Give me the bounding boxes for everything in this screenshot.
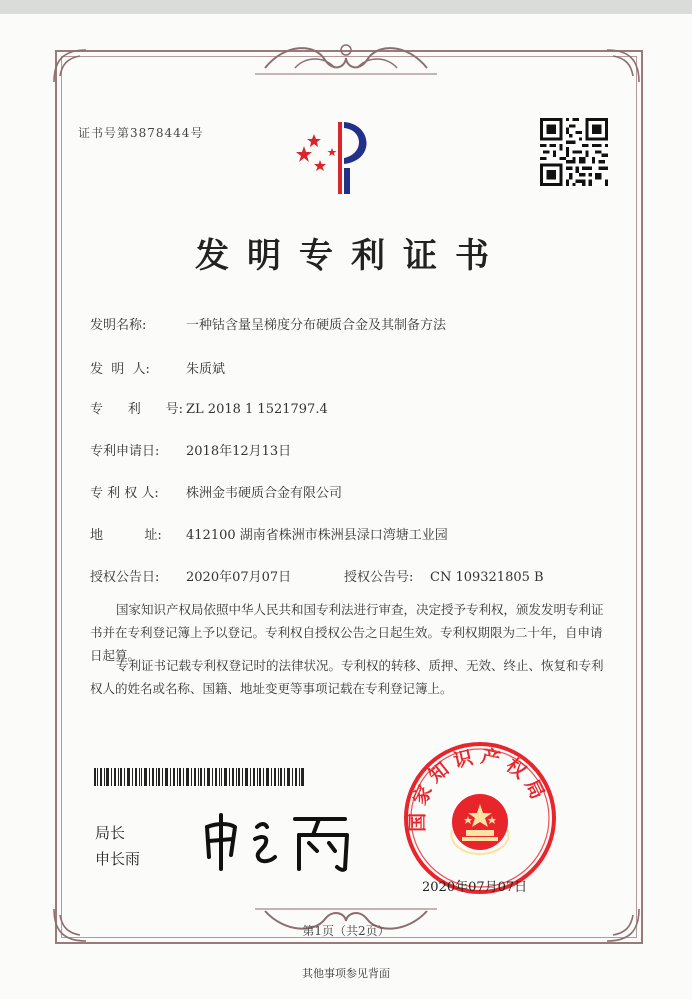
patent-number-label: 专 利 号:: [90, 402, 183, 417]
filing-date-label: 专利申请日:: [90, 444, 160, 459]
grant-date-value: 2020年07月07日: [186, 570, 292, 585]
page-number: 第1页（共2页）: [302, 924, 390, 938]
grant-number-label: 授权公告号:: [344, 570, 414, 585]
inventor-label: 发 明 人:: [90, 362, 150, 377]
corner-ornament-top-right: [603, 46, 643, 86]
address-value: 412100 湖南省株洲市株洲县渌口湾塘工业园: [186, 528, 448, 543]
legal-paragraph-2: 专利证书记载专利权登记时的法律状况。专利权的转移、质押、无效、终止、恢复和专利权人的姓名或名称、国籍、地址变更等事项记载在专利登记簿上。: [90, 658, 604, 696]
certificate-title: 发明专利证书: [195, 236, 507, 276]
patent-office-logo: [292, 112, 382, 202]
top-edge-strip: [0, 0, 692, 14]
filing-date-row: [90, 440, 291, 459]
director-name: 申长雨: [95, 850, 141, 868]
patentee-row: [90, 482, 342, 501]
handwritten-signature: [195, 805, 365, 875]
footer-note: 其他事项参见背面: [302, 967, 390, 980]
invention-name-row: [90, 314, 446, 333]
inventor-value: 朱质斌: [186, 362, 226, 377]
patentee-value: 株洲金韦硬质合金有限公司: [186, 486, 343, 501]
legal-paragraph-1: 国家知识产权局依照中华人民共和国专利法进行审查，决定授予专利权，颁发发明专利证书并在专利登记簿上予以登记。专利权自授权公告之日起生效。专利权期限为二十年，自申请日起算。: [90, 602, 604, 663]
patent-number-value: ZL 2018 1 1521797.4: [186, 402, 328, 417]
invention-name-label: 发明名称:: [90, 318, 147, 333]
grant-date-label: 授权公告日:: [90, 570, 160, 585]
certificate-number: 证书号第3878444号: [78, 126, 204, 140]
filing-date-value: 2018年12月13日: [186, 444, 292, 459]
patentee-label: 专 利 权 人:: [90, 486, 159, 501]
qr-code: [540, 118, 608, 186]
address-label: 地 址:: [90, 528, 162, 543]
svg-text:国家知识产权局: 国家知识产权局: [406, 745, 552, 832]
invention-name-value: 一种钴含量呈梯度分布硬质合金及其制备方法: [186, 318, 447, 333]
top-ornament: [255, 38, 437, 82]
barcode: [94, 768, 304, 786]
patent-number-row: [90, 398, 328, 417]
official-seal: [402, 740, 558, 896]
inventor-row: [90, 358, 225, 377]
seal-date: 2020年07月07日: [422, 880, 528, 895]
grant-number-value: CN 109321805 B: [430, 570, 544, 585]
corner-ornament-top-left: [50, 46, 90, 86]
grant-row: [90, 566, 544, 585]
address-row: [90, 524, 448, 543]
director-title: 局长: [95, 824, 126, 842]
